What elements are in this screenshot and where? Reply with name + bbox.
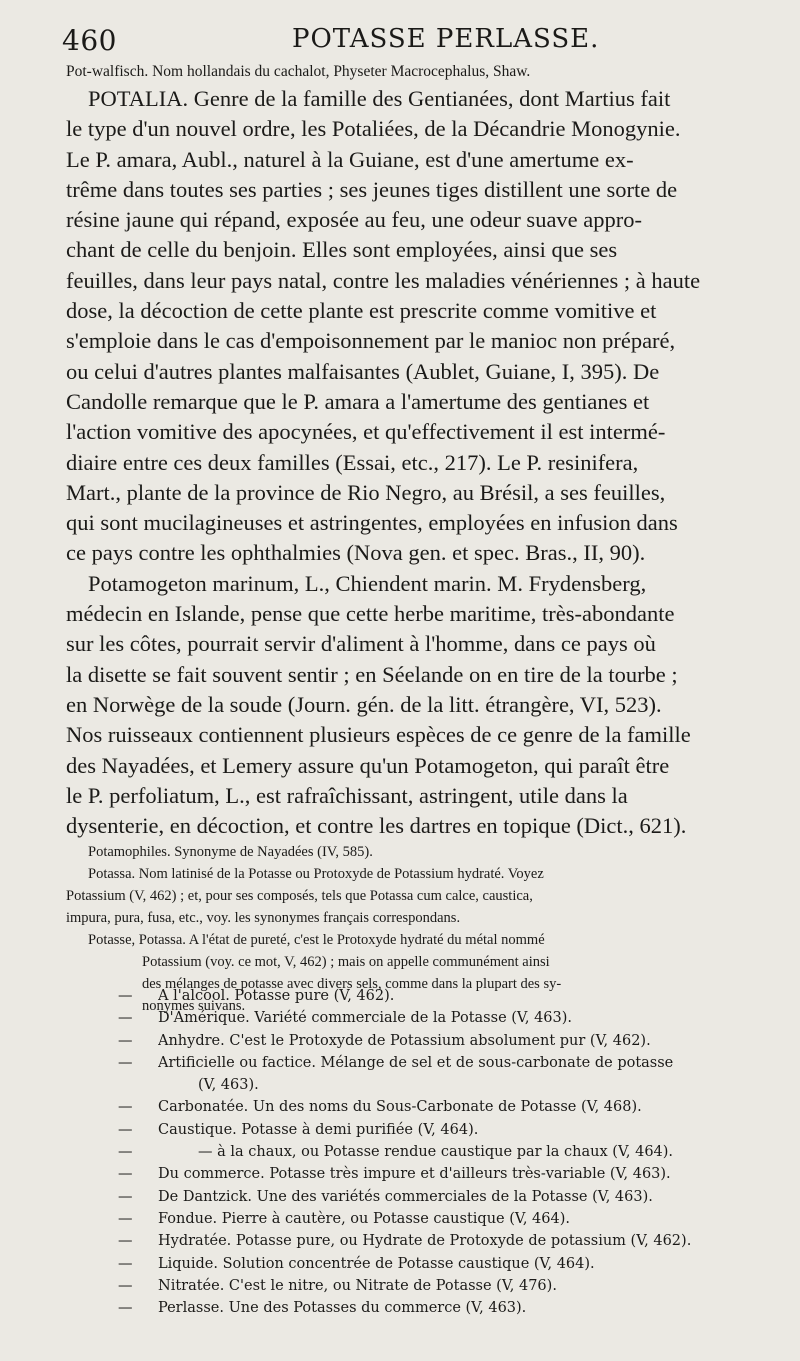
subentry-text: De Dantzick. Une des variétés commerciales de la Potasse (V, 463). <box>158 1188 653 1205</box>
subentry-dash: — <box>118 1277 133 1294</box>
text-line: la disette se fait souvent sentir ; en Séelande on en tire de la tourbe ; <box>66 661 678 687</box>
subentry-line <box>66 1297 762 1319</box>
text-line: des Nayadées, et Lemery assure qu'un Potamogeton, qui paraît être <box>66 752 670 778</box>
subentry-line <box>66 1163 762 1185</box>
text-line: le P. perfoliatum, L., est rafraîchissant, astringent, utile dans la <box>66 782 628 808</box>
subentry-line <box>66 1096 762 1118</box>
text-line: le type d'un nouvel ordre, les Potaliées, de la Décandrie Monogynie. <box>66 116 681 142</box>
subentry-text: Hydratée. Potasse pure, ou Hydrate de Protoxyde de potassium (V, 462). <box>158 1233 692 1250</box>
subentry-line <box>66 1275 762 1297</box>
text-line: dose, la décoction de cette plante est prescrite comme vomitive et <box>66 298 657 324</box>
subentry-dash: — <box>118 1255 133 1272</box>
subentry-dash: — <box>118 1099 133 1116</box>
subentry-line <box>66 1074 762 1096</box>
subentry-line <box>66 1208 762 1230</box>
text-line: ou celui d'autres plantes malfaisantes (Aublet, Guiane, I, 395). De <box>66 358 660 384</box>
text-line: Pot-walfisch. Nom hollandais du cachalot, Physeter Macrocephalus, Shaw. <box>66 63 531 80</box>
text-line: feuilles, dans leur pays natal, contre les maladies vénériennes ; à haute <box>66 267 701 293</box>
page-number: 460 <box>62 24 117 57</box>
subentry-text: Nitratée. C'est le nitre, ou Nitrate de Potasse (V, 476). <box>158 1277 557 1294</box>
subentry-line <box>66 1230 762 1252</box>
text-line: Potassium (V, 462) ; et, pour ses composés, tels que Potassa cum calce, caustica, <box>66 888 533 905</box>
text-line: résine jaune qui répand, exposée au feu, une odeur suave appro- <box>66 207 643 233</box>
subentry-dash: — <box>118 1210 133 1227</box>
subentry-dash: — <box>118 1144 133 1161</box>
subentry-line <box>66 1007 762 1029</box>
subentry-text: Carbonatée. Un des noms du Sous-Carbonate de Potasse (V, 468). <box>158 1099 642 1116</box>
subentry-text: — à la chaux, ou Potasse rendue caustique par la chaux (V, 464). <box>198 1144 674 1161</box>
text-line: Nos ruisseaux contiennent plusieurs espèces de ce genre de la famille <box>66 722 691 748</box>
subentry-line <box>66 985 762 1007</box>
subentry-text: (V, 463). <box>198 1077 259 1094</box>
text-line: Mart., plante de la province de Rio Negro, au Brésil, a ses feuilles, <box>66 479 666 505</box>
subentry-dash: — <box>118 1166 133 1183</box>
subentry-text: Fondue. Pierre à cautère, ou Potasse caustique (V, 464). <box>158 1210 570 1227</box>
running-title: POTASSE PERLASSE. <box>292 24 600 54</box>
dictionary-entries <box>66 60 762 1017</box>
potasse-subentries <box>66 985 762 1319</box>
text-line: Potamophiles. Synonyme de Nayadées (IV, 585). <box>88 844 373 861</box>
subentry-line <box>66 1052 762 1074</box>
text-line: médecin en Islande, pense que cette herbe maritime, très-abondante <box>66 601 675 627</box>
text-line: impura, pura, fusa, etc., voy. les synonymes français correspondans. <box>66 910 461 927</box>
subentry-text: A l'alcool. Potasse pure (V, 462). <box>158 988 395 1004</box>
subentry-text: Du commerce. Potasse très impure et d'ailleurs très-variable (V, 463). <box>158 1166 671 1183</box>
text-line: des mélanges de potasse avec divers sels, comme dans la plupart des sy- <box>142 976 562 993</box>
text-line: ce pays contre les ophthalmies (Nova gen. et spec. Bras., II, 90). <box>66 540 646 566</box>
subentry-line <box>66 1141 762 1163</box>
subentry-line <box>66 1253 762 1275</box>
text-line: dysenterie, en décoction, et contre les dartres en topique (Dict., 621). <box>66 813 687 839</box>
text-line: Potasse, Potassa. A l'état de pureté, c'est le Protoxyde hydraté du métal nommé <box>88 932 545 949</box>
text-line: qui sont mucilagineuses et astringentes, employées en infusion dans <box>66 510 678 536</box>
subentry-text: Perlasse. Une des Potasses du commerce (V, 463). <box>158 1300 527 1317</box>
text-line: Potassa. Nom latinisé de la Potasse ou Protoxyde de Potassium hydraté. Voyez <box>88 866 544 883</box>
text-line: Potassium (voy. ce mot, V, 462) ; mais on appelle communément ainsi <box>142 954 550 971</box>
subentry-dash: — <box>118 1054 133 1071</box>
text-line: nonymes suivans. <box>142 998 246 1015</box>
text-line: chant de celle du benjoin. Elles sont employées, ainsi que ses <box>66 237 618 263</box>
text-line: trême dans toutes ses parties ; ses jeunes tiges distillent une sorte de <box>66 176 678 202</box>
subentry-dash: — <box>118 1121 133 1138</box>
text-line: l'action vomitive des apocynées, et qu'effectivement il est intermé- <box>66 419 666 445</box>
subentry-text: D'Amérique. Variété commerciale de la Potasse (V, 463). <box>158 1010 573 1027</box>
subentry-line <box>66 1030 762 1052</box>
subentry-text: Liquide. Solution concentrée de Potasse caustique (V, 464). <box>158 1255 595 1272</box>
subentry-dash: — <box>118 1300 133 1317</box>
subentry-line <box>66 1186 762 1208</box>
text-line: diaire entre ces deux familles (Essai, etc., 217). Le P. resinifera, <box>66 449 639 475</box>
text-line: en Norwège de la soude (Journ. gén. de la litt. étrangère, VI, 523). <box>66 691 662 717</box>
subentry-dash: — <box>118 988 133 1004</box>
text-line: sur les côtes, pourrait servir d'aliment à l'homme, dans ce pays où <box>66 631 656 657</box>
subentry-dash: — <box>118 1032 133 1049</box>
page-header <box>62 24 792 58</box>
subentry-dash: — <box>118 1188 133 1205</box>
text-line: s'emploie dans le cas d'empoisonnement par le manioc non préparé, <box>66 328 676 354</box>
subentry-line <box>66 1119 762 1141</box>
subentry-dash: — <box>118 1010 133 1027</box>
subentry-text: Caustique. Potasse à demi purifiée (V, 464). <box>158 1121 479 1138</box>
subentry-text: Anhydre. C'est le Protoxyde de Potassium absolument pur (V, 462). <box>158 1032 651 1049</box>
text-line: Potamogeton marinum, L., Chiendent marin. M. Frydensberg, <box>88 570 647 596</box>
text-line: Candolle remarque que le P. amara a l'amertume des gentianes et <box>66 388 650 414</box>
text-line: Le P. amara, Aubl., naturel à la Guiane, est d'une amertume ex- <box>66 146 634 172</box>
text-line: POTALIA. Genre de la famille des Gentianées, dont Martius fait <box>88 86 671 111</box>
subentry-dash: — <box>118 1233 133 1250</box>
subentry-text: Artificielle ou factice. Mélange de sel et de sous-carbonate de potasse <box>158 1054 674 1071</box>
